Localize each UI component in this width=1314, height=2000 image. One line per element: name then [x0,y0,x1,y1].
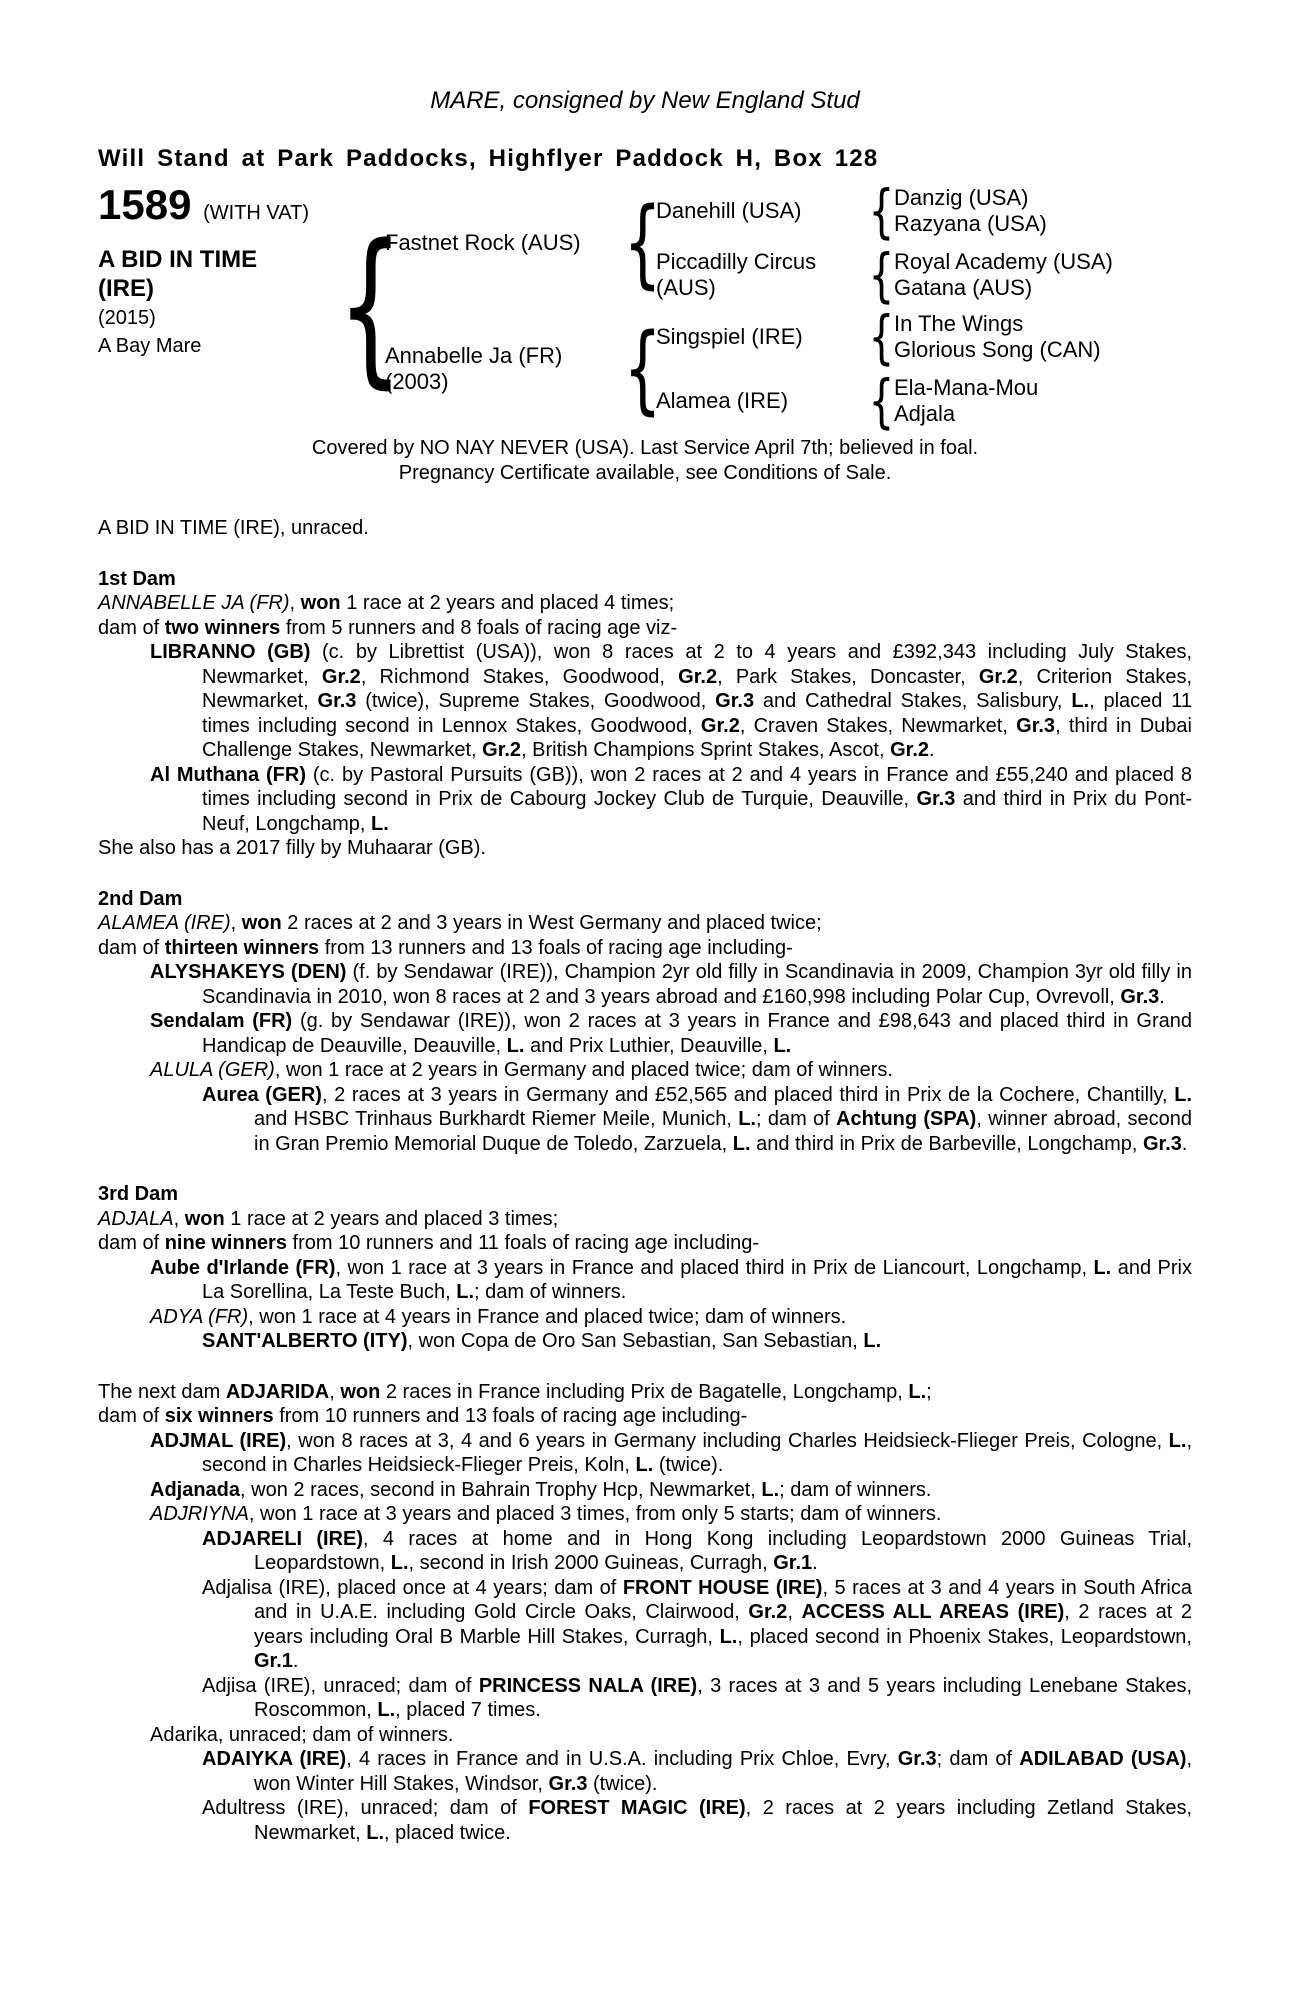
great-grandsire: Ela-Mana-Mou [894,375,1039,400]
horse-foaled-year: (2015) [98,307,156,329]
great-grandparents-pair [894,311,1101,363]
body-paragraph: ADJRIYNA, won 1 race at 3 years and placed 3 times, from only 5 starts; dam of winners. [150,1503,942,1525]
body-paragraph: She also has a 2017 filly by Muhaarar (GB). [98,837,486,859]
dam-brace [630,321,656,417]
body-paragraph: Adjanada, won 2 races, second in Bahrain Trophy Hcp, Newmarket, L.; dam of winners. [150,1478,932,1501]
body-paragraph: Adarika, unraced; dam of winners. [150,1723,454,1746]
body-paragraph: The next dam ADJARIDA, won 2 races in France including Prix de Bagatelle, Longchamp, L.; [98,1380,932,1403]
sire-grandparents [656,182,1113,304]
granddam-row [656,372,1101,430]
great-grandsire: Danzig (USA) [894,185,1029,210]
lot-number: 1589 [98,181,192,228]
great-grandsire: Royal Academy (USA) [894,249,1113,274]
dam-grandparents [656,308,1101,430]
sire-family-row [385,182,1113,304]
grandsire-name: Danehill (USA) [656,198,802,223]
grandsire-brace [868,308,894,366]
great-granddam: Razyana (USA) [894,211,1047,236]
dam-family-row [385,308,1113,430]
great-granddam: Adjala [894,401,956,426]
covering-line1: Covered by NO NAY NEVER (USA). Last Service April 7th; believed in foal. [311,437,979,459]
granddam-name: Piccadilly Circus (AUS) [656,249,817,300]
granddam-brace [868,372,894,430]
body-paragraph: ANNABELLE JA (FR), won 1 race at 2 years and placed 4 times; [98,592,675,614]
body-paragraph: ALULA (GER), won 1 race at 2 years in Germany and placed twice; dam of winners. [150,1059,893,1081]
pedigree-table [98,182,1192,430]
body-paragraph: ADAIYKA (IRE), 4 races in France and in U.S.A. including Prix Chloe, Evry, Gr.3; dam of ADILABAD (USA), won Winter Hill Stakes, Windsor, Gr.3 (twice). [202,1748,1193,1795]
section-heading: 3rd Dam [98,1183,179,1205]
sire-brace [630,195,656,291]
grandsire-row [656,308,1101,366]
great-grandparents-pair [894,375,1038,427]
great-granddam: Glorious Song (CAN) [894,337,1101,362]
covering-line2: Pregnancy Certificate available, see Conditions of Sale. [398,462,892,484]
body-paragraph: Adjisa (IRE), unraced; dam of PRINCESS NALA (IRE), 3 races at 3 and 5 years including Lenebane Stakes, Roscommon, L., placed 7 times. [202,1674,1193,1721]
catalog-body [98,516,1192,1845]
pedigree-main-brace [355,182,385,430]
granddam-brace [868,246,894,304]
body-paragraph: Aurea (GER), 2 races at 3 years in Germany and £52,565 and placed third in Prix de la Cochere, Chantilly, L. and HSBC Trinhaus Burkhardt Riemer Meile, Munich, L.; dam of Achtung (SPA), winner abroad, second in Gran Premio Memorial Duque de Toledo, Zarzuela, L. and third in Prix de Barbeville, Longchamp, Gr.3. [202,1083,1193,1155]
section-heading: 1st Dam [98,567,176,590]
dam-name: Annabelle Ja (FR) [385,343,563,368]
body-paragraph: dam of nine winners from 10 runners and 11 foals of racing age including- [98,1232,760,1254]
great-grandparents-pair [894,185,1047,237]
body-paragraph: SANT'ALBERTO (ITY), won Copa de Oro San Sebastian, San Sebastian, L. [202,1330,882,1352]
body-paragraph: ADYA (FR), won 1 race at 4 years in France and placed twice; dam of winners. [150,1305,847,1328]
body-paragraph: ALAMEA (IRE), won 2 races at 2 and 3 years in West Germany and placed twice; [98,912,822,934]
grandsire-brace [868,182,894,240]
body-paragraph: ADJARELI (IRE), 4 races at home and in Hong Kong including Leopardstown 2000 Guineas Trial, Leopardstown, L., second in Irish 2000 Guineas, Curragh, Gr.1. [202,1527,1193,1574]
granddam-name: Alamea (IRE) [656,388,789,413]
horse-name-line1: A BID IN TIME [98,246,258,273]
body-paragraph: Aube d'Irlande (FR), won 1 race at 3 years in France and placed third in Prix de Liancourt, Longchamp, L. and Prix La Sorellina, La Teste Buch, L.; dam of winners. [150,1256,1192,1303]
body-paragraph: dam of six winners from 10 runners and 13 foals of racing age including- [98,1405,748,1427]
body-paragraph: Adultress (IRE), unraced; dam of FOREST MAGIC (IRE), 2 races at 2 years including Zetland Stakes, Newmarket, L., placed twice. [202,1797,1192,1844]
body-paragraph: ALYSHAKEYS (DEN) (f. by Sendawar (IRE)), Champion 2yr old filly in Scandinavia in 2009, Champion 3yr old filly in Scandinavia in 2010, won 8 races at 2 and 3 years abroad and £160,998 including Polar Cup, Ovrevoll, Gr.3. [150,961,1192,1008]
grandsire-row [656,182,1113,240]
consignor-title: MARE, consigned by New England Stud [430,87,860,114]
horse-color-sex: A Bay Mare [98,335,202,357]
lot-info-column [98,182,355,430]
pedigree-generations [385,182,1113,430]
stand-location-line: Will Stand at Park Paddocks, Highflyer Paddock H, Box 128 [98,145,879,172]
covering-statement [98,436,1192,486]
body-paragraph: dam of thirteen winners from 13 runners and 13 foals of racing age including- [98,936,793,959]
section-heading: 2nd Dam [98,887,183,910]
body-paragraph: Sendalam (FR) (g. by Sendawar (IRE)), won 2 races at 3 years in France and £98,643 and placed third in Grand Handicap de Deauville, Deauville, L. and Prix Luthier, Deauville, L. [150,1010,1192,1057]
sire-name: Fastnet Rock (AUS) [385,230,581,255]
body-paragraph: Al Muthana (FR) (c. by Pastoral Pursuits (GB)), won 2 races at 2 and 4 years in France and £55,240 and placed 8 times including second in Prix de Cabourg Jockey Club de Turquie, Deauville, Gr.3 and third in Prix du Pont-Neuf, Longchamp, L. [150,763,1192,835]
body-paragraph: A BID IN TIME (IRE), unraced. [98,517,369,539]
body-paragraph: dam of two winners from 5 runners and 8 foals of racing age viz- [98,616,678,639]
dam-year: (2003) [385,369,449,394]
dam-name-cell [385,343,630,395]
vat-note: (WITH VAT) [203,202,310,224]
lot-number-row [98,182,355,236]
granddam-row [656,246,1113,304]
grandsire-name: Singspiel (IRE) [656,324,803,349]
body-paragraph: LIBRANNO (GB) (c. by Librettist (USA)), won 8 races at 2 to 4 years and £392,343 including July Stakes, Newmarket, Gr.2, Richmond Stakes, Goodwood, Gr.2, Park Stakes, Doncaster, Gr.2, Criterion Stakes, Newmarket, Gr.3 (twice), Supreme Stakes, Goodwood, Gr.3 and Cathedral Stakes, Salisbury, L., placed 11 times including second in Lennox Stakes, Goodwood, Gr.2, Craven Stakes, Newmarket, Gr.3, third in Dubai Challenge Stakes, Newmarket, Gr.2, British Champions Sprint Stakes, Ascot, Gr.2. [150,641,1192,761]
body-paragraph: ADJALA, won 1 race at 2 years and placed 3 times; [98,1207,559,1230]
horse-name [98,245,355,303]
great-grandparents-pair [894,249,1113,301]
horse-name-line2: (IRE) [98,275,154,302]
body-paragraph: ADJMAL (IRE), won 8 races at 3, 4 and 6 years in Germany including Charles Heidsieck-Flieger Preis, Cologne, L., second in Charles Heidsieck-Flieger Preis, Koln, L. (twice). [150,1429,1193,1476]
great-granddam: Gatana (AUS) [894,275,1033,300]
body-paragraph: Adjalisa (IRE), placed once at 4 years; dam of FRONT HOUSE (IRE), 5 races at 3 and 4 years in South Africa and in U.A.E. including Gold Circle Oaks, Clairwood, Gr.2, ACCESS ALL AREAS (IRE), 2 races at 2 years including Oral B Marble Hill Stakes, Curragh, L., placed second in Phoenix Stakes, Leopardstown, Gr.1. [202,1576,1192,1672]
great-grandsire: In The Wings [894,311,1024,336]
